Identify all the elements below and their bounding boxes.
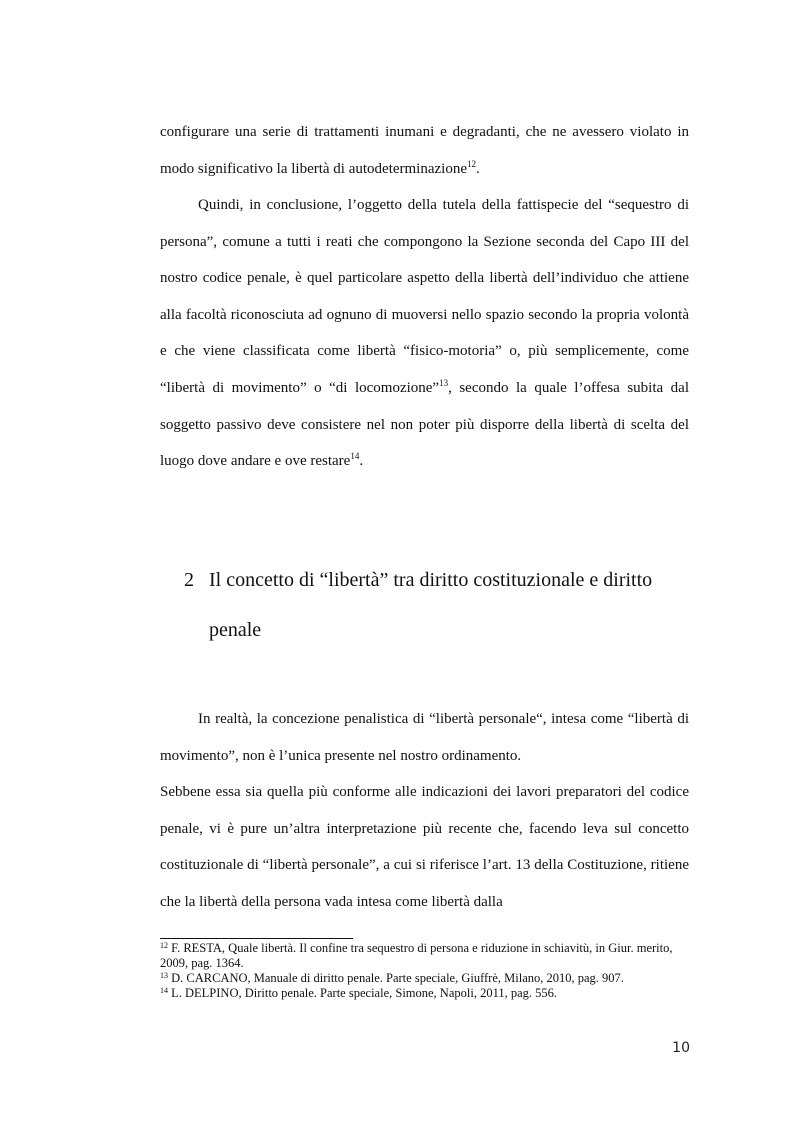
footnotes: [160, 941, 690, 1001]
footnote-number: 13: [160, 971, 168, 980]
paragraph-end: .: [359, 453, 364, 470]
body-paragraph: [160, 774, 689, 920]
body-paragraph: [160, 701, 689, 774]
footnote: [160, 941, 690, 971]
footnote: [160, 986, 690, 1001]
paragraph-text: configurare una serie di trattamenti inumani e degradanti, che ne avessero violato in modo significativo la libertà di autodeterminazione: [160, 124, 689, 177]
footnote-reference: 14: [350, 451, 360, 462]
footnote-text: F. RESTA, Quale libertà. Il confine tra sequestro di persona e riduzione in schiavitù, in Giur. merito, 2009, pag. 1364.: [160, 941, 673, 970]
page-number: 10: [672, 1040, 690, 1056]
footnote-separator: [160, 938, 353, 939]
section-title-line-1: Il concetto di “libertà” tra diritto costituzionale e diritto: [209, 569, 653, 591]
paragraph-text: Quindi, in conclusione, l’oggetto della tutela della fattispecie del “sequestro di persona”, comune a tutti i reati che compongono la Sezione seconda del Capo III del nostro codice penale, è quel particolare aspetto della libertà dell’individuo che attiene alla facoltà riconosciuta ad ognuno di muoversi nello spazio secondo la propria volontà e che viene classificata come libertà “fisico-motoria” o, più semplicemente, come “libertà di movimento” o “di locomozione”: [160, 197, 689, 396]
paragraph-text: In realtà, la concezione penalistica di “libertà personale“, intesa come “libertà di movimento”, non è l’unica presente nel nostro ordinamento.: [160, 711, 689, 764]
paragraph-text: Sebbene essa sia quella più conforme alle indicazioni dei lavori preparatori del codice penale, vi è pure un’altra interpretazione più recente che, facendo leva sul concetto costituzionale di “libertà personale”, a cui si riferisce l’art. 13 della Costituzione, ritiene che la libertà della persona vada intesa come libertà dalla: [160, 784, 689, 910]
section-heading: [184, 555, 664, 655]
footnote-number: 12: [160, 941, 168, 950]
body-paragraph: [160, 187, 689, 480]
footnote-reference: 13: [439, 377, 449, 388]
paragraph-end: .: [476, 160, 480, 177]
section-title-line-2: penale: [209, 619, 262, 641]
footnote-number: 14: [160, 986, 168, 995]
section-number: 2: [184, 569, 194, 591]
footnote-reference: 12: [467, 158, 476, 169]
footnote: [160, 971, 690, 986]
paragraph-text-continued: , secondo la quale l’offesa subita dal soggetto passivo deve consistere nel non poter più disporre della libertà di scelta del luogo dove andare e ove restare: [160, 379, 689, 470]
footnote-text: D. CARCANO, Manuale di diritto penale. Parte speciale, Giuffrè, Milano, 2010, pag. 907.: [168, 971, 624, 985]
footnote-text: L. DELPINO, Diritto penale. Parte speciale, Simone, Napoli, 2011, pag. 556.: [168, 986, 558, 1000]
body-paragraph: [160, 114, 689, 187]
